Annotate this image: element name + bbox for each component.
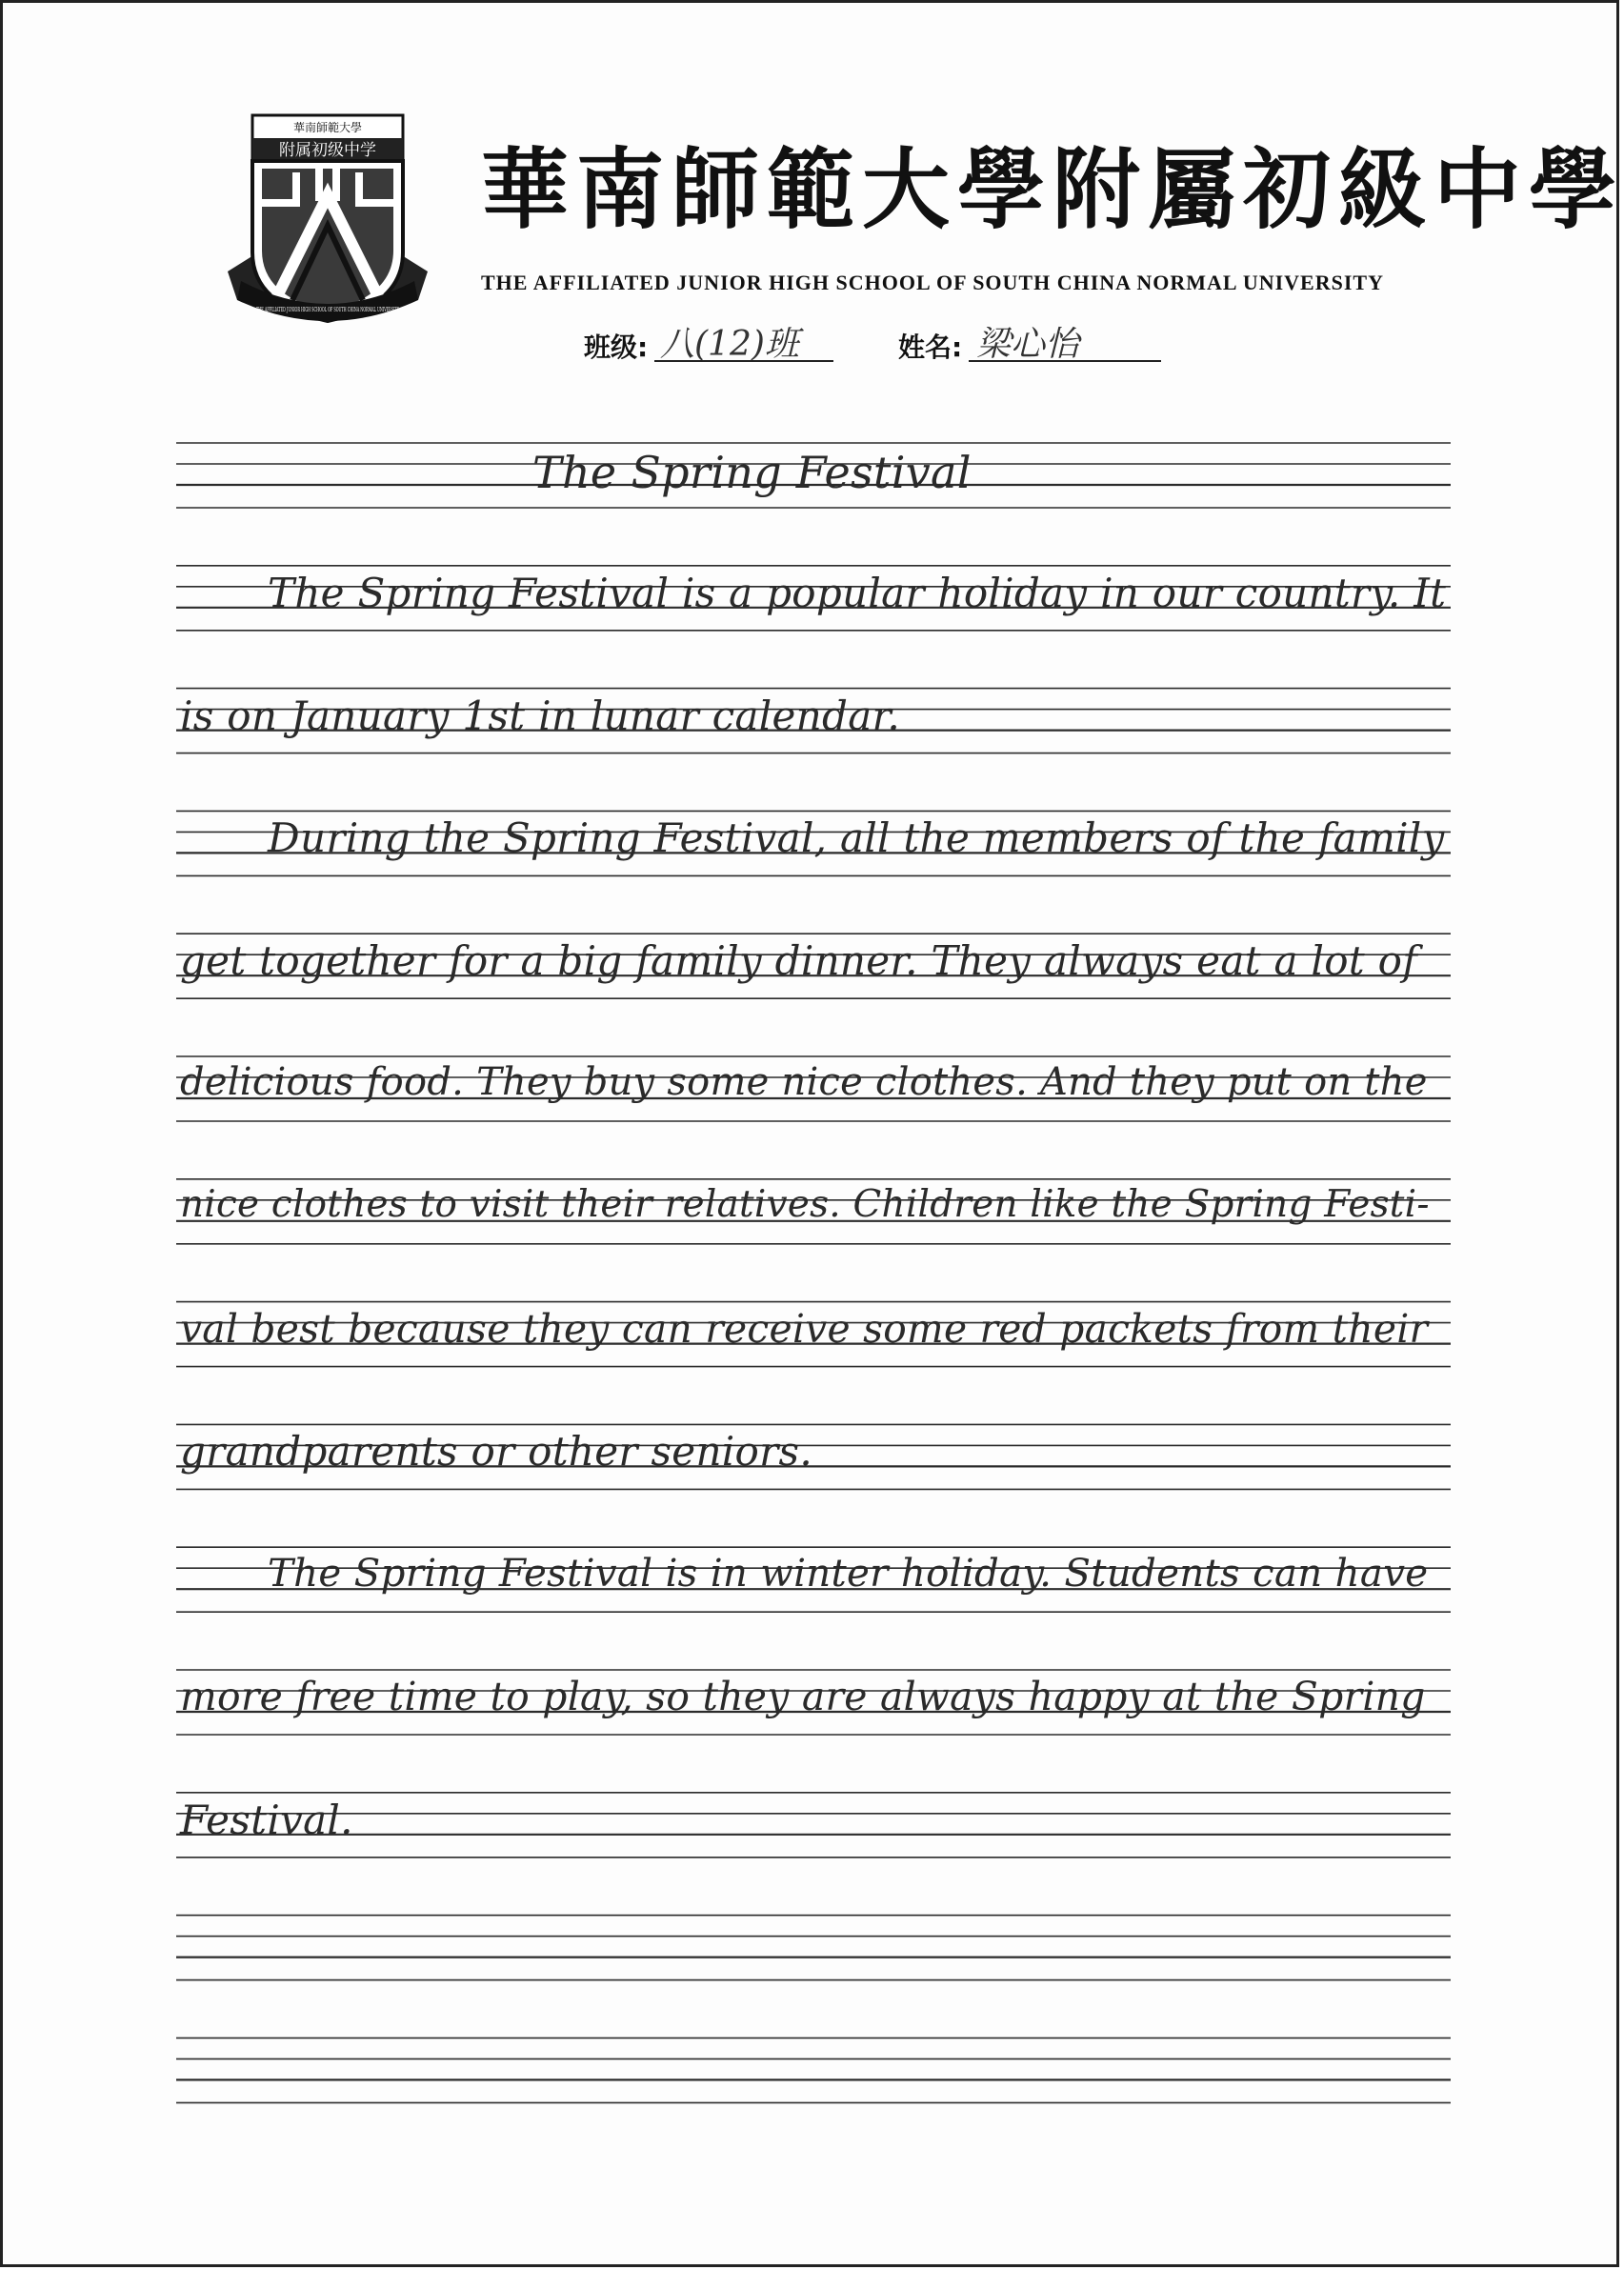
school-name-chinese: 華南師範大學附屬初級中學 (481, 138, 1624, 241)
essay-line: During the Spring Festival, all the members of the family (268, 814, 1445, 862)
name-underline (969, 360, 1161, 362)
class-underline (654, 360, 833, 362)
school-name-english: THE AFFILIATED JUNIOR HIGH SCHOOL OF SOUTH CHINA NORMAL UNIVERSITY (481, 271, 1384, 294)
class-value: 八(12)班 (660, 325, 799, 364)
ruled-lines (3, 3, 1622, 2270)
school-crest-logo (220, 110, 435, 331)
crest-banner: 附属初级中学 (279, 141, 376, 160)
crest-ring: THE AFFILIATED JUNIOR HIGH SCHOOL OF SOUTH CHINA NORMAL UNIVERSITY (256, 307, 400, 313)
essay-line: The Spring Festival is a popular holiday in our country. It (268, 569, 1447, 616)
essay-line: nice clothes to visit their relatives. Children like the Spring Festi- (180, 1182, 1430, 1226)
essay-line: delicious food. They buy some nice clothes. And they put on the (180, 1060, 1428, 1104)
essay-line: The Spring Festival is in winter holiday. Students can have (268, 1551, 1429, 1597)
essay-line: more free time to play, so they are always happy at the Spring (180, 1674, 1426, 1719)
crest-motto: 華南師範大學 (292, 121, 363, 134)
essay-line: get together for a big family dinner. They always eat a lot of (180, 937, 1418, 985)
name-value: 梁心怡 (976, 325, 1080, 364)
name-label: 姓名: (898, 331, 963, 363)
class-label: 班级: (584, 331, 649, 363)
essay-line: grandparents or other seniors. (180, 1428, 812, 1476)
essay-line: Festival. (180, 1796, 353, 1843)
essay-line: val best because they can receive some red packets from their (180, 1305, 1429, 1352)
essay-line: is on January 1st in lunar calendar. (180, 692, 900, 739)
essay-title: The Spring Festival (532, 447, 972, 498)
